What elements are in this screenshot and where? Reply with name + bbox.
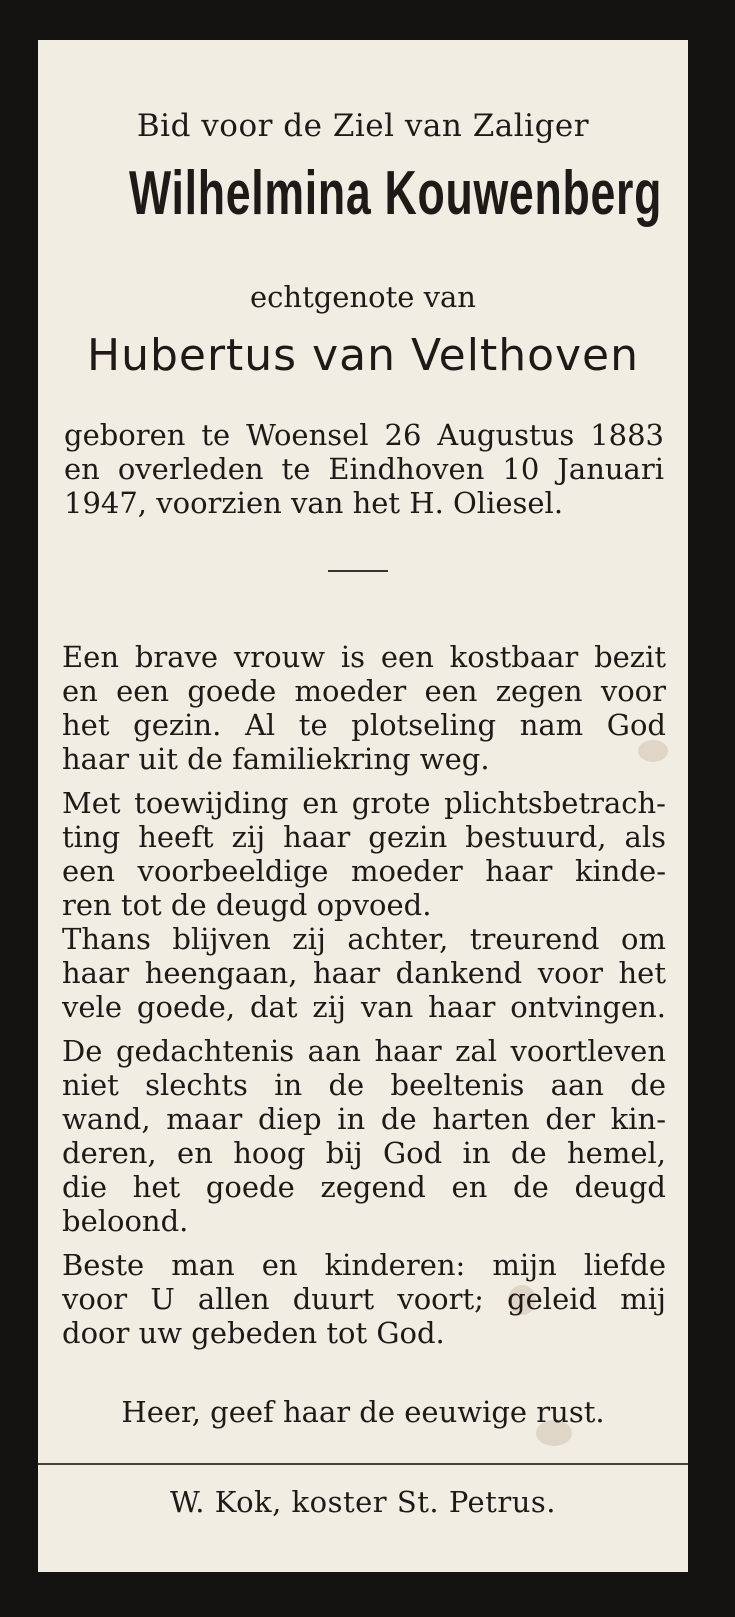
spouse-name: Hubertus van Velthoven xyxy=(86,330,640,381)
text-line: die het goede zegend en de deugd xyxy=(62,1170,666,1204)
text-line: het gezin. Al te plotseling nam God xyxy=(62,708,666,742)
text-line: en een goede moeder een zegen voor xyxy=(62,674,666,708)
text-line: haar uit de familiekring weg. xyxy=(62,742,490,776)
text-line: niet slechts in de beeltenis aan de xyxy=(62,1068,666,1102)
paragraph xyxy=(62,786,666,1024)
life-dates xyxy=(64,418,664,520)
text-line: een voorbeeldige moeder haar kinde- xyxy=(62,854,666,888)
paragraph xyxy=(62,640,666,776)
life-line: en overleden te Eindhoven 10 Januari xyxy=(64,452,664,486)
card-paper xyxy=(38,40,688,1572)
text-line: haar heengaan, haar dankend voor het xyxy=(62,956,666,990)
text-line: Een brave vrouw is een kostbaar bezit xyxy=(62,640,666,674)
text-line: Thans blijven zij achter, treurend om xyxy=(62,922,666,956)
text-line: beloond. xyxy=(62,1204,189,1238)
text-line: ting heeft zij haar gezin bestuurd, als xyxy=(62,820,666,854)
paragraph xyxy=(62,1034,666,1238)
text-line: vele goede, dat zij van haar ontvingen. xyxy=(62,990,666,1024)
text-line: voor U allen duurt voort; geleid mij xyxy=(62,1282,666,1316)
text-line: deren, en hoog bij God in de hemel, xyxy=(62,1136,666,1170)
spouse-label: echtgenote van xyxy=(250,280,476,314)
prayer-heading: Bid voor de Ziel van Zaliger xyxy=(136,108,590,144)
text-line: door uw gebeden tot God. xyxy=(62,1316,445,1350)
life-line: geboren te Woensel 26 Augustus 1883 xyxy=(64,418,664,452)
deceased-name: Wilhelmina Kouwenberg xyxy=(128,159,663,228)
text-line: Beste man en kinderen: mijn liefde xyxy=(62,1248,666,1282)
divider xyxy=(328,570,388,572)
text-line: ren tot de deugd opvoed. xyxy=(62,888,432,922)
memorial-text xyxy=(62,640,666,1360)
printer-credit: W. Kok, koster St. Petrus. xyxy=(170,1485,556,1519)
paragraph xyxy=(62,1248,666,1350)
text-line: wand, maar diep in de harten der kin- xyxy=(62,1102,666,1136)
text-line: De gedachtenis aan haar zal voortleven xyxy=(62,1034,666,1068)
text-line: Met toewijding en grote plichtsbetrach- xyxy=(62,786,666,820)
footer-rule xyxy=(38,1463,688,1465)
life-line: 1947, voorzien van het H. Oliesel. xyxy=(64,486,564,520)
closing-prayer: Heer, geef haar de eeuwige rust. xyxy=(121,1395,605,1429)
